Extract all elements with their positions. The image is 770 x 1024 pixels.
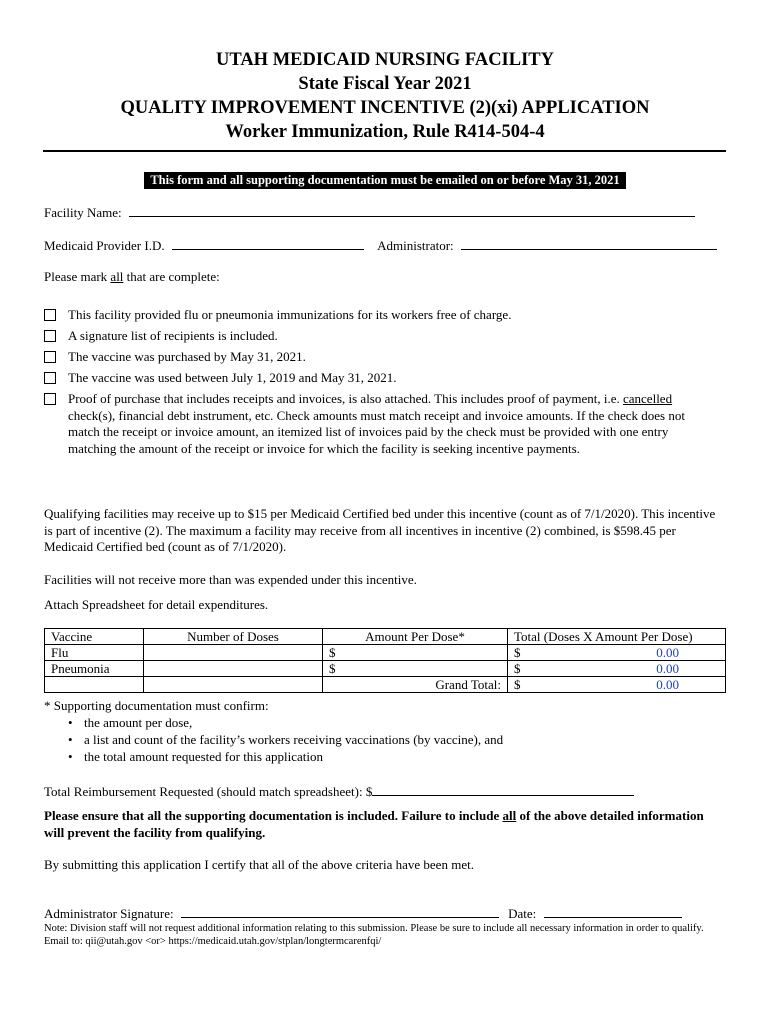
header-amount-per-dose: Amount Per Dose*	[323, 629, 508, 645]
grand-total-label: Grand Total:	[323, 677, 508, 693]
qualifying-paragraph: Qualifying facilities may receive up to $15 per Medicaid Certified bed under this incentive (count as of 7/1/2020). This incentive is part of incentive (2). The maximum a facility may receive from all incentives in incentive (2) combined, is $598.45 per Medicaid Certified bed (count as of 7/1/2020).	[44, 506, 716, 554]
signature-field[interactable]	[181, 906, 499, 918]
administrator-label: Administrator:	[377, 238, 454, 253]
supporting-title: * Supporting documentation must confirm:	[44, 698, 269, 713]
not-receive-text: Facilities will not receive more than was expended under this incentive.	[44, 572, 417, 587]
reimbursement-label: Total Reimbursement Requested (should match spreadsheet): $	[44, 784, 373, 799]
table-row	[45, 661, 726, 677]
checkbox[interactable]	[44, 309, 56, 321]
provider-id-label: Medicaid Provider I.D.	[44, 238, 165, 253]
ensure-warning: Please ensure that all the supporting documentation is included. Failure to include all of the above detailed information will prevent the facility from qualifying.	[44, 808, 704, 840]
table-row	[45, 645, 726, 661]
checkbox[interactable]	[44, 330, 56, 342]
facility-name-label: Facility Name:	[44, 205, 122, 220]
footer-note: Note: Division staff will not request additional information relating to this submission. Please be sure to include all necessary information in order to qualify. Email to: qii@utah.gov <or> https://medicaid.utah.gov/stplan/longtermcarenfqi/	[44, 923, 704, 947]
doses-cell[interactable]	[144, 661, 323, 677]
provider-id-field[interactable]	[172, 238, 364, 250]
expenditure-table	[44, 628, 726, 693]
doses-cell[interactable]	[144, 645, 323, 661]
table-header-row	[45, 629, 726, 645]
header-doses: Number of Doses	[144, 629, 323, 645]
header-divider	[43, 150, 726, 152]
form-title	[0, 48, 770, 144]
reimbursement-field[interactable]	[372, 784, 634, 796]
title-line-1: UTAH MEDICAID NURSING FACILITY	[216, 50, 554, 70]
checkbox[interactable]	[44, 351, 56, 363]
total-cell: $ 0.00	[508, 661, 726, 677]
date-label: Date:	[508, 906, 537, 921]
deadline-banner	[0, 171, 770, 189]
attach-spreadsheet-text: Attach Spreadsheet for detail expenditures.	[44, 597, 269, 612]
grand-total-cell: $ 0.00	[508, 677, 726, 693]
total-cell: $ 0.00	[508, 645, 726, 661]
certify-text: By submitting this application I certify that all of the above criteria have been met.	[44, 857, 474, 872]
mark-prompt: Please mark all that are complete:	[44, 269, 220, 284]
checkbox[interactable]	[44, 372, 56, 384]
facility-name-field[interactable]	[129, 205, 695, 217]
title-line-4: Worker Immunization, Rule R414-504-4	[225, 122, 545, 142]
per-dose-cell[interactable]: $	[323, 645, 508, 661]
reimbursement-row	[44, 784, 634, 800]
vaccine-cell: Pneumonia	[45, 661, 144, 677]
supporting-list	[44, 714, 503, 765]
administrator-field[interactable]	[461, 238, 717, 250]
grand-total-row	[45, 677, 726, 693]
title-line-2: State Fiscal Year 2021	[298, 74, 472, 94]
provider-admin-row	[44, 238, 717, 254]
checkbox[interactable]	[44, 393, 56, 405]
proof-text: Proof of purchase that includes receipts and invoices, is also attached. This includes proof of payment, i.e. cancelled check(s), financial debt instrument, etc. Check amounts must match receipt and invoice amounts. If the check does not match the receipt or invoice amount, an itemized list of invoices paid by the check must be provided with one entry matching the amount of the receipt or invoice for which the facility is seeking incentive payments.	[68, 391, 685, 456]
title-line-3: QUALITY IMPROVEMENT INCENTIVE (2)(xi) APPLICATION	[120, 98, 650, 118]
header-total: Total (Doses X Amount Per Dose)	[508, 629, 726, 645]
signature-label: Administrator Signature:	[44, 906, 174, 921]
list-item: • a list and count of the facility’s workers receiving vaccinations (by vaccine), and	[68, 732, 504, 747]
deadline-banner-text: This form and all supporting documentation must be emailed on or before May 31, 2021	[144, 172, 625, 189]
vaccine-cell: Flu	[45, 645, 144, 661]
list-item: • the total amount requested for this application	[68, 749, 323, 764]
date-field[interactable]	[544, 906, 682, 918]
header-vaccine: Vaccine	[45, 629, 144, 645]
facility-name-row	[44, 205, 695, 221]
signature-row	[44, 906, 682, 922]
per-dose-cell[interactable]: $	[323, 661, 508, 677]
list-item: • the amount per dose,	[68, 715, 193, 730]
